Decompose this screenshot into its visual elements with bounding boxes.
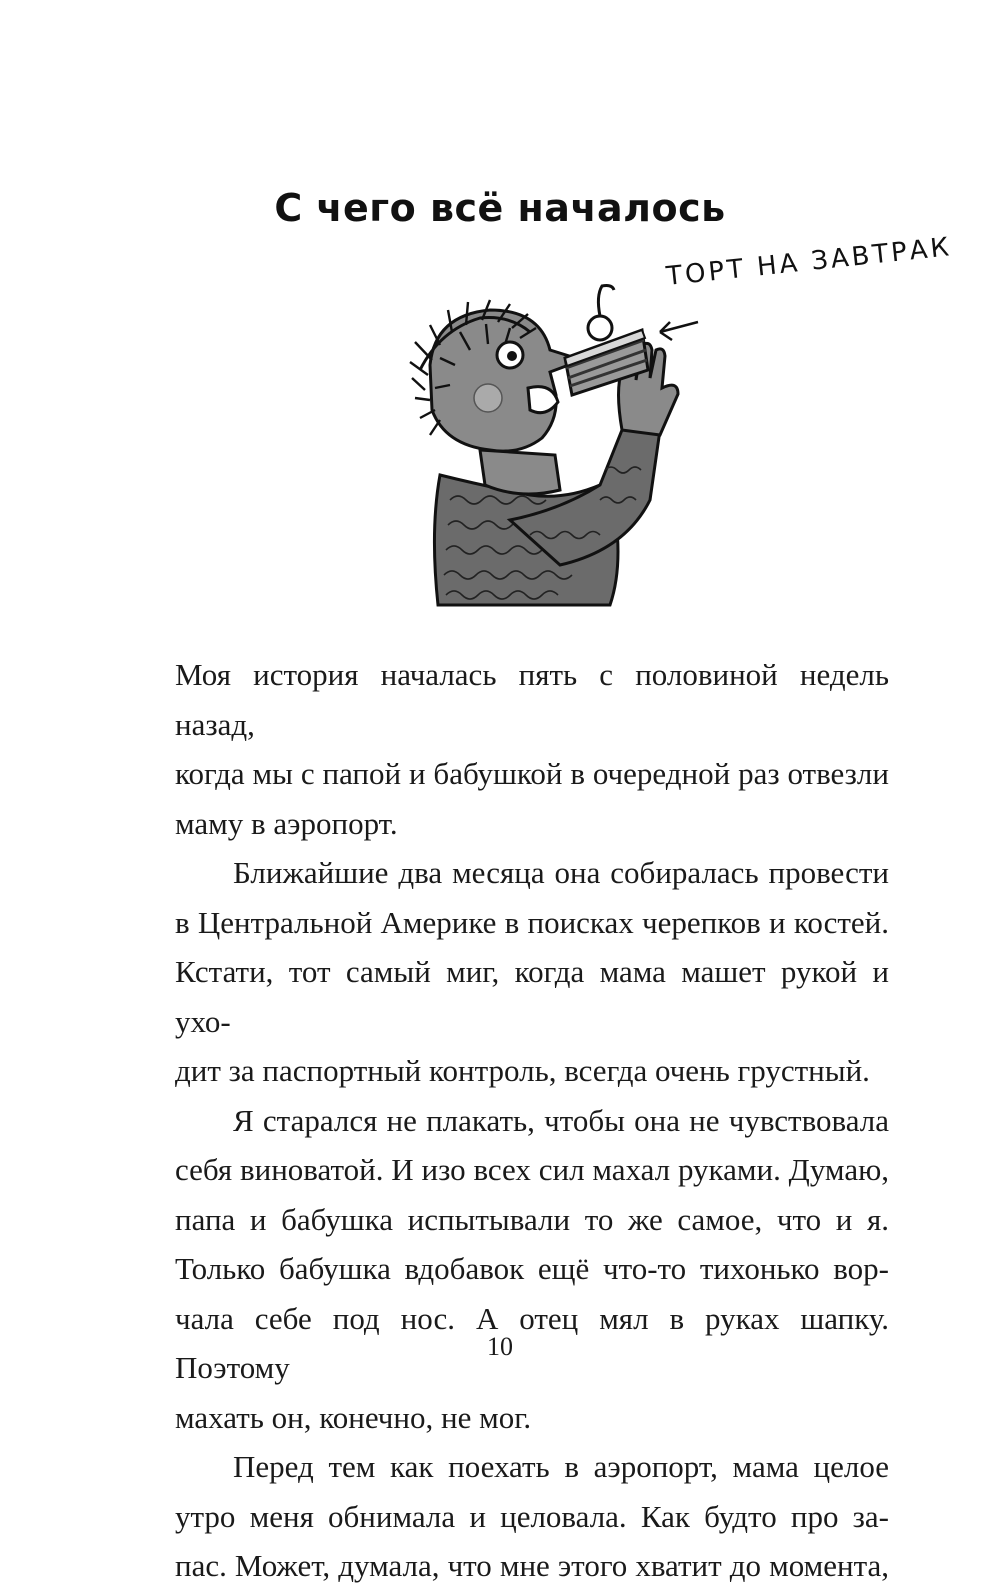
text-line: Только бабушка вдобавок ещё что-то тихонько вор-	[175, 1251, 889, 1286]
chapter-title: С чего всё началось	[274, 186, 726, 230]
paragraph	[175, 848, 889, 1096]
text-line: махать он, конечно, не мог.	[175, 1399, 532, 1435]
paragraph	[175, 650, 889, 848]
boy-drawing	[360, 270, 900, 610]
paragraph	[175, 1442, 889, 1591]
text-line: когда мы с папой и бабушкой в очередной раз отвезли	[175, 756, 889, 791]
text-line: в Центральной Америке в поисках черепков и костей.	[175, 904, 889, 940]
text-line: Моя история началась пять с половиной недель назад,	[175, 657, 889, 742]
text-line: Я старался не плакать, чтобы она не чувствовала	[233, 1102, 889, 1138]
page-number: 10	[487, 1332, 513, 1361]
text-line: утро меня обнимала и целовала. Как будто про за-	[175, 1498, 889, 1534]
text-line: дит за паспортный контроль, всегда очень грустный.	[175, 1053, 870, 1088]
boy-eating-cake-illustration	[360, 270, 900, 610]
text-line: себя виноватой. И изо всех сил махал руками. Думаю,	[175, 1152, 889, 1187]
illustration-caption: ТОРТ НА ЗАВТРАК	[664, 232, 954, 292]
text-line: Перед тем как поехать в аэропорт, мама целое	[233, 1449, 889, 1484]
text-line: папа и бабушка испытывали то же самое, что и я.	[175, 1201, 889, 1237]
paragraph	[175, 1096, 889, 1443]
text-line: Кстати, тот самый миг, когда мама машет рукой и ухо-	[175, 954, 889, 1039]
body-text	[175, 650, 889, 1591]
text-line: Ближайшие два месяца она собиралась провести	[233, 855, 889, 890]
text-line: маму в аэропорт.	[175, 805, 398, 841]
text-line: пас. Может, думала, что мне этого хватит до момента,	[175, 1548, 889, 1583]
text-line: чала себе под нос. А отец мял в руках шапку. Поэтому	[175, 1300, 889, 1385]
